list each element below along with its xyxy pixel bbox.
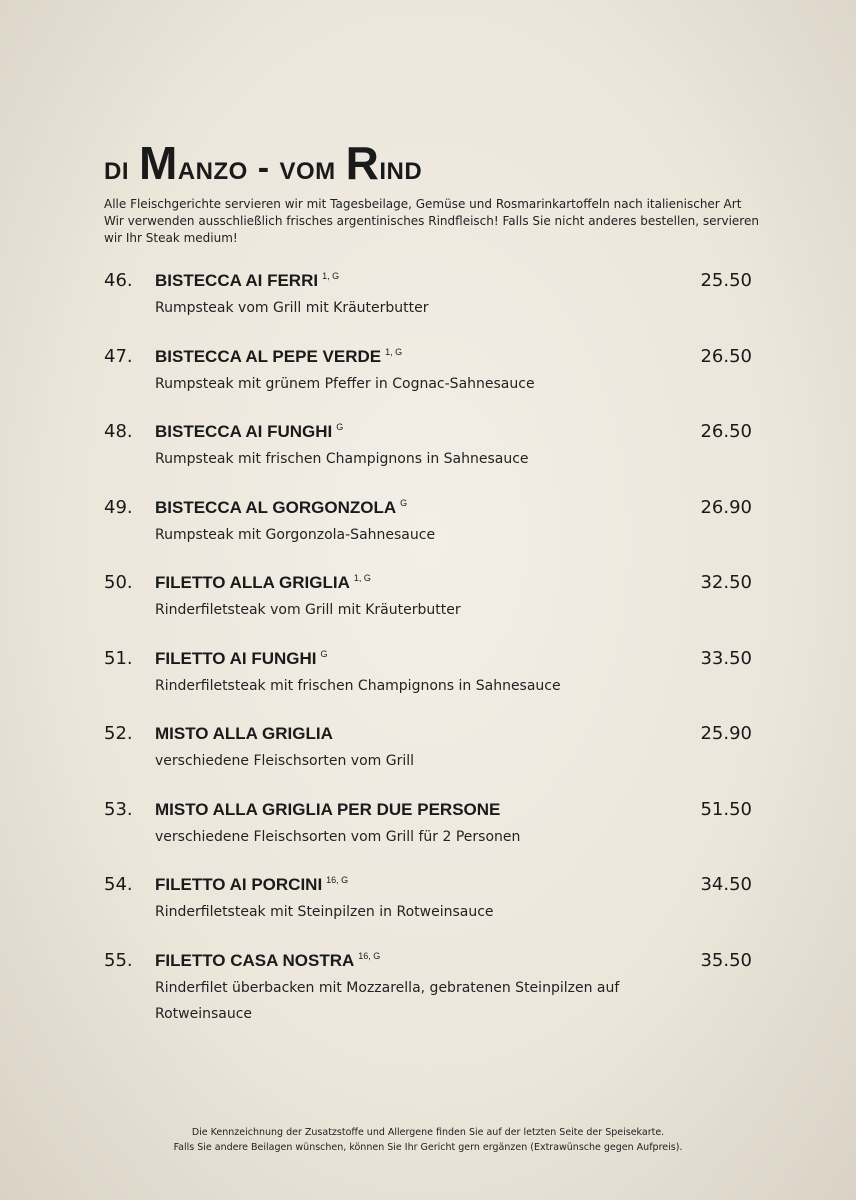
allergen-codes: 1, G <box>385 346 403 357</box>
item-price: 33.50 <box>700 647 752 669</box>
item-price: 51.50 <box>700 798 752 820</box>
item-name: BISTECCA AI FUNGHI $^G$ <box>155 422 344 441</box>
item-description: Rumpsteak vom Grill mit Kräuterbutter <box>155 300 429 316</box>
item-description: Rinderfiletsteak vom Grill mit Kräuterbutter <box>155 602 461 618</box>
intro-line: Alle Fleischgerichte servieren wir mit Tagesbeilage, Gemüse und Rosmarinkartoffeln nach italienischer Art <box>104 197 742 211</box>
item-name: FILETTO AI FUNGHI $^G$ <box>155 648 328 668</box>
item-number: 55. <box>104 949 133 971</box>
item-description: Rinderfiletsteak mit frischen Champignons in Sahnesauce <box>155 677 561 694</box>
item-name: BISTECCA AI FERRI $^{1, G}$ <box>155 271 340 290</box>
intro-text <box>104 196 764 247</box>
item-number: 50. <box>104 572 133 593</box>
allergen-codes: G <box>400 497 408 508</box>
menu-item <box>104 648 752 708</box>
item-name: BISTECCA AL PEPE VERDE $^{1, G}$ <box>155 346 403 366</box>
item-price: 32.50 <box>700 572 752 593</box>
item-price: 25.90 <box>700 723 752 744</box>
menu-item <box>104 421 752 481</box>
item-description: verschiedene Fleischsorten vom Grill <box>155 753 415 769</box>
menu-item <box>104 799 752 859</box>
item-description: Rinderfilet überbacken mit Mozzarella, gebratenen Steinpilzen auf Rotweinsauce <box>155 979 620 1022</box>
footer-line: Die Kennzeichnung der Zusatzstoffe und Allergene finden Sie auf der letzten Seite der Speisekarte. <box>191 1127 665 1138</box>
item-name: BISTECCA AL GORGONZOLA $^G$ <box>155 497 408 517</box>
item-number: 51. <box>104 647 133 669</box>
item-number: 46. <box>104 270 133 291</box>
item-price: 26.50 <box>700 421 752 442</box>
item-description: verschiedene Fleischsorten vom Grill für 2 Personen <box>155 828 521 845</box>
menu-item <box>104 874 752 934</box>
item-number: 54. <box>104 874 133 895</box>
allergen-codes: 1, G <box>322 271 340 281</box>
footer-line: Falls Sie andere Beilagen wünschen, können Sie Ihr Gericht gern ergänzen (Extrawünsche gegen Aufpreis). <box>173 1142 683 1153</box>
allergen-codes: G <box>336 422 344 432</box>
menu-item <box>104 572 752 632</box>
item-price: 26.90 <box>700 496 752 518</box>
item-number: 48. <box>104 421 133 442</box>
item-price: 25.50 <box>700 270 752 291</box>
menu-item <box>104 270 752 330</box>
item-description: Rumpsteak mit Gorgonzola-Sahnesauce <box>155 526 436 543</box>
item-name: FILETTO AI PORCINI $^{16, G}$ <box>155 875 349 894</box>
footer-note <box>0 1125 856 1155</box>
allergen-codes: 16, G <box>326 875 349 885</box>
item-number: 47. <box>104 345 133 367</box>
page-title: di Manzo - vom Rind <box>104 137 423 189</box>
allergen-codes: 16, G <box>358 950 381 961</box>
item-price: 26.50 <box>700 345 752 367</box>
item-number: 53. <box>104 798 133 820</box>
item-description: Rinderfiletsteak mit Steinpilzen in Rotweinsauce <box>155 904 494 920</box>
item-name: MISTO ALLA GRIGLIA PER DUE PERSONE <box>155 799 501 819</box>
item-description: Rumpsteak mit frischen Champignons in Sahnesauce <box>155 451 529 467</box>
menu-item <box>104 949 752 1022</box>
item-number: 52. <box>104 723 133 744</box>
menu-item <box>104 346 752 406</box>
menu-item <box>104 497 752 557</box>
item-name: FILETTO CASA NOSTRA $^{16, G}$ <box>155 950 381 970</box>
item-description: Rumpsteak mit grünem Pfeffer in Cognac-Sahnesauce <box>155 375 535 392</box>
item-price: 34.50 <box>700 874 752 895</box>
intro-line: Wir verwenden ausschließlich frisches argentinisches Rindfleisch! Falls Sie nicht anderes bestellen, servieren wir Ihr Steak medium! <box>104 214 759 245</box>
menu-item <box>104 723 752 783</box>
item-number: 49. <box>104 496 133 518</box>
allergen-codes: 1, G <box>353 573 371 583</box>
item-name: MISTO ALLA GRIGLIA <box>155 724 333 743</box>
allergen-codes: G <box>320 648 328 659</box>
item-name: FILETTO ALLA GRIGLIA $^{1, G}$ <box>155 573 371 592</box>
item-price: 35.50 <box>700 949 752 971</box>
